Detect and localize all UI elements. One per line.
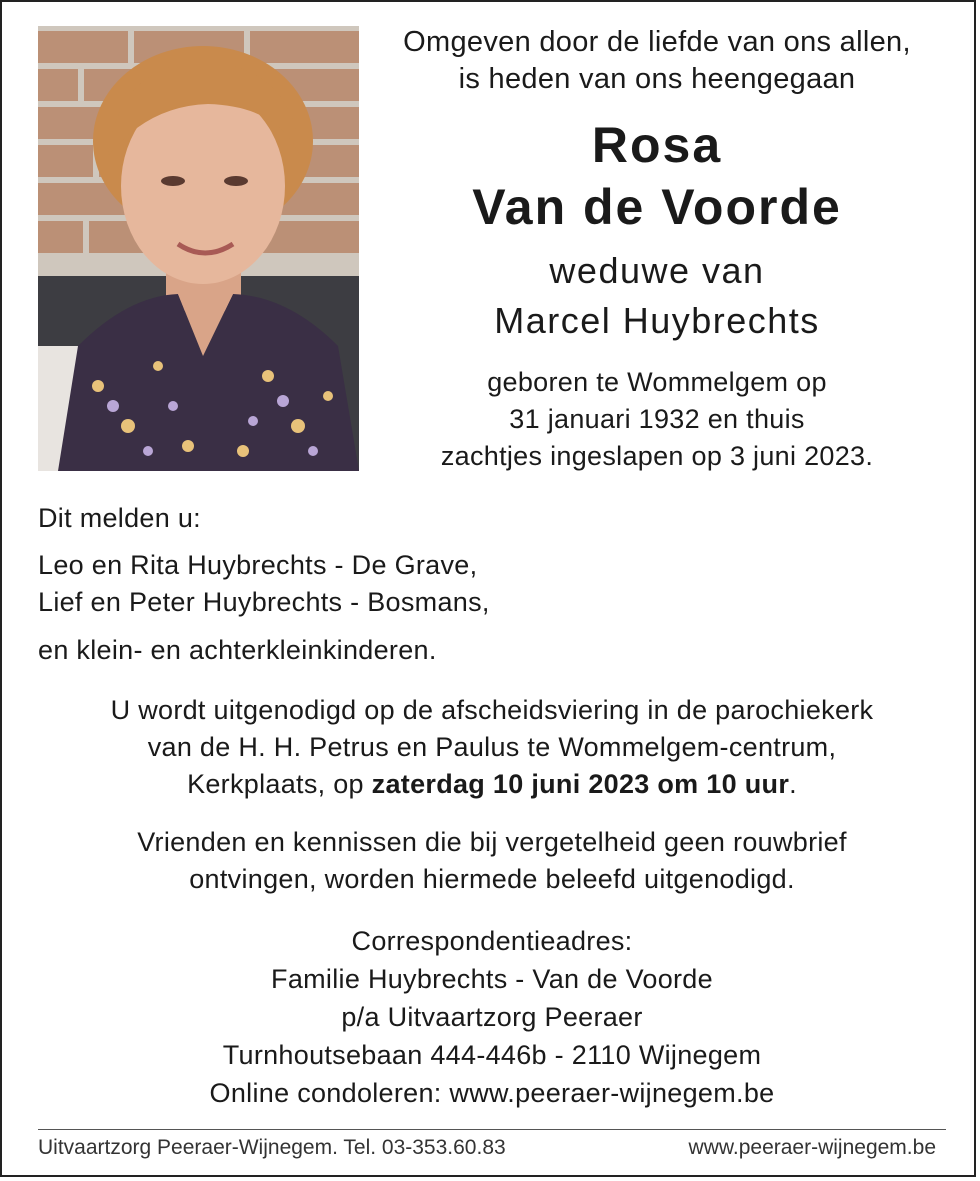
ceremony-line: U wordt uitgenodigd op de afscheidsviering in de parochiekerk <box>110 695 874 725</box>
last-name: Van de Voorde <box>472 179 842 235</box>
death-line: zachtjes ingeslapen op 3 juni 2023. <box>440 441 874 471</box>
address-line: p/a Uitvaartzorg Peeraer <box>341 1002 643 1032</box>
address-line: Turnhoutsebaan 444-446b - 2110 Wijnegem <box>222 1040 762 1070</box>
birth-line: 31 januari 1932 en thuis <box>509 404 805 434</box>
ceremony-date: zaterdag 10 juni 2023 om 10 uur <box>371 769 790 799</box>
portrait-illustration <box>38 26 359 471</box>
grandchildren-line: en klein- en achterkleinkinderen. <box>38 635 437 665</box>
first-name: Rosa <box>591 117 723 173</box>
deceased-name <box>367 114 947 238</box>
footer-divider <box>38 1129 946 1130</box>
spouse-info <box>367 246 947 346</box>
address-heading: Correspondentieadres: <box>351 926 633 956</box>
footer-funeral-home: Uitvaartzorg Peeraer-Wijnegem. Tel. 03-353.60.83 <box>38 1136 506 1159</box>
online-condolence-line: Online condoleren: www.peeraer-wijnegem.be <box>209 1078 775 1108</box>
intro-line: is heden van ons heengegaan <box>458 63 856 95</box>
widow-label: weduwe van <box>549 250 765 291</box>
friends-line: ontvingen, worden hiermede beleefd uitgenodigd. <box>189 864 795 894</box>
announcement-heading: Dit melden u: <box>38 503 201 533</box>
correspondence-address <box>2 922 980 1112</box>
ceremony-prefix: Kerkplaats, op <box>187 769 372 799</box>
footer-website: www.peeraer-wijnegem.be <box>688 1136 936 1159</box>
family-member: Leo en Rita Huybrechts - De Grave, <box>38 550 478 580</box>
ceremony-info <box>2 692 980 803</box>
ceremony-date-line <box>2 766 980 803</box>
spouse-name: Marcel Huybrechts <box>494 300 820 341</box>
intro-line: Omgeven door de liefde van ons allen, <box>403 26 911 58</box>
address-line: Familie Huybrechts - Van de Voorde <box>271 964 713 994</box>
intro-text <box>367 24 947 98</box>
birth-line: geboren te Wommelgem op <box>487 367 827 397</box>
friends-invitation <box>2 824 980 898</box>
friends-line: Vrienden en kennissen die bij vergetelheid geen rouwbrief <box>137 827 847 857</box>
ceremony-line: van de H. H. Petrus en Paulus te Wommelgem-centrum, <box>147 732 837 762</box>
ceremony-suffix: . <box>789 769 797 799</box>
family-list <box>38 547 938 621</box>
family-member: Lief en Peter Huybrechts - Bosmans, <box>38 587 490 617</box>
birth-death-info <box>367 364 947 475</box>
portrait-photo <box>38 26 359 471</box>
